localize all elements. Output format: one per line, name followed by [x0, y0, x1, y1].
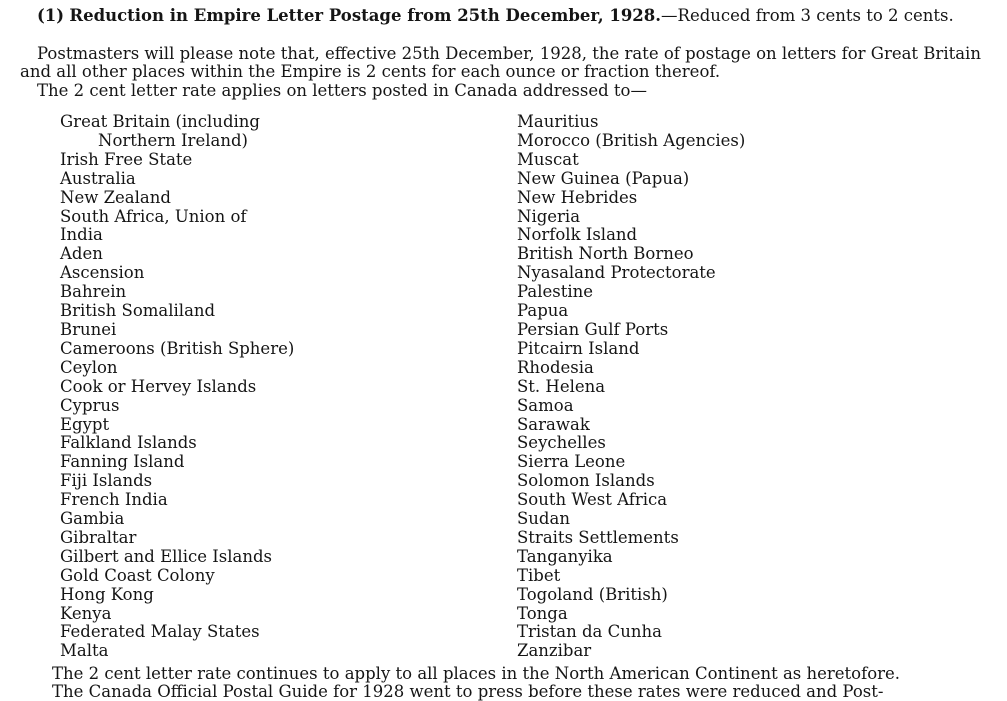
- destination-item: Norfolk Island: [517, 225, 638, 245]
- destination-item: Sarawak: [517, 414, 590, 434]
- destination-item: Irish Free State: [60, 149, 193, 169]
- destination-item: Cameroons (British Sphere): [60, 338, 295, 358]
- destination-item: Great Britain (including: [60, 112, 260, 131]
- destination-item: Cook or Hervey Islands: [60, 376, 257, 396]
- destination-item: Muscat: [517, 149, 579, 169]
- destination-item: Mauritius: [517, 112, 599, 131]
- destination-item: Rhodesia: [517, 357, 594, 377]
- destination-item: Malta: [60, 641, 109, 661]
- destination-item: Aden: [60, 244, 103, 264]
- destination-item: Tonga: [517, 603, 568, 623]
- destination-item: Zanzibar: [517, 641, 592, 661]
- destination-item: Gibraltar: [60, 527, 137, 547]
- destination-item: British Somaliland: [60, 301, 216, 321]
- intro-paragraph: The 2 cent letter rate applies on letters posted in Canada addressed to—: [37, 81, 647, 100]
- destination-item: Ceylon: [60, 357, 118, 377]
- destination-item: Sudan: [517, 509, 570, 529]
- destination-item: India: [60, 225, 103, 245]
- destination-item: Cyprus: [60, 395, 120, 415]
- destination-item: Kenya: [60, 603, 112, 623]
- destination-item: Togoland (British): [517, 584, 668, 604]
- section-heading: [20, 7, 995, 25]
- destination-item: Morocco (British Agencies): [517, 130, 746, 150]
- footer-paragraph-continuation: The Canada Official Postal Guide for 1928 went to press before these rates were reduced and Post-: [52, 682, 884, 701]
- destination-item: Australia: [60, 168, 136, 188]
- destination-item: Fanning Island: [60, 452, 185, 472]
- destination-item: Papua: [517, 301, 569, 321]
- destination-item: Gambia: [60, 509, 125, 529]
- destination-item: French India: [60, 490, 168, 510]
- destination-item: [60, 132, 480, 151]
- destination-item: British North Borneo: [517, 244, 694, 264]
- section-subtitle: —Reduced from 3 cents to 2 cents.: [661, 6, 954, 25]
- footer-paragraph: The 2 cent letter rate continues to apply to all places in the North American Continent as heretofore.: [52, 664, 901, 683]
- destination-item: Brunei: [60, 319, 117, 339]
- destination-item: South West Africa: [517, 490, 668, 510]
- notice-paragraph: Postmasters will please note that, effective 25th December, 1928, the rate of postage on letters for Great Britain and all other places within the Empire is 2 cents for each ounce or fraction thereof.: [20, 44, 981, 81]
- destination-item: Persian Gulf Ports: [517, 319, 669, 339]
- destination-item: Sierra Leone: [517, 452, 626, 472]
- destination-item: Falkland Islands: [60, 433, 197, 453]
- destination-item: Bahrein: [60, 282, 127, 302]
- destination-item: Samoa: [517, 395, 574, 415]
- destinations-left-column: [60, 113, 480, 661]
- destination-item: New Guinea (Papua): [517, 168, 690, 188]
- destinations-right-column: [517, 113, 977, 661]
- section-number: (1): [37, 6, 65, 25]
- destination-item: Tanganyika: [517, 546, 613, 566]
- destination-item: Nyasaland Protectorate: [517, 263, 716, 283]
- destination-item: Federated Malay States: [60, 622, 260, 642]
- destination-item: Gilbert and Ellice Islands: [60, 546, 272, 566]
- destination-item: St. Helena: [517, 376, 606, 396]
- destination-item: Fiji Islands: [60, 471, 153, 491]
- destination-item: Seychelles: [517, 433, 606, 453]
- destination-item: South Africa, Union of: [60, 206, 247, 226]
- destination-item: Pitcairn Island: [517, 338, 640, 358]
- destination-item: Ascension: [60, 263, 145, 283]
- destination-item-continuation: Northern Ireland): [98, 130, 248, 150]
- destination-item: Straits Settlements: [517, 527, 679, 547]
- section-title: Reduction in Empire Letter Postage from 25th December, 1928.: [69, 6, 662, 25]
- destination-item: Solomon Islands: [517, 471, 655, 491]
- destination-item: Tristan da Cunha: [517, 622, 662, 642]
- destination-item: Palestine: [517, 282, 594, 302]
- destination-item: New Zealand: [60, 187, 171, 207]
- destination-item: Egypt: [60, 414, 110, 434]
- destination-item: Nigeria: [517, 206, 581, 226]
- destination-item: Hong Kong: [60, 584, 154, 604]
- destination-item: Gold Coast Colony: [60, 565, 215, 585]
- destination-item: Tibet: [517, 565, 561, 585]
- destination-item: New Hebrides: [517, 187, 638, 207]
